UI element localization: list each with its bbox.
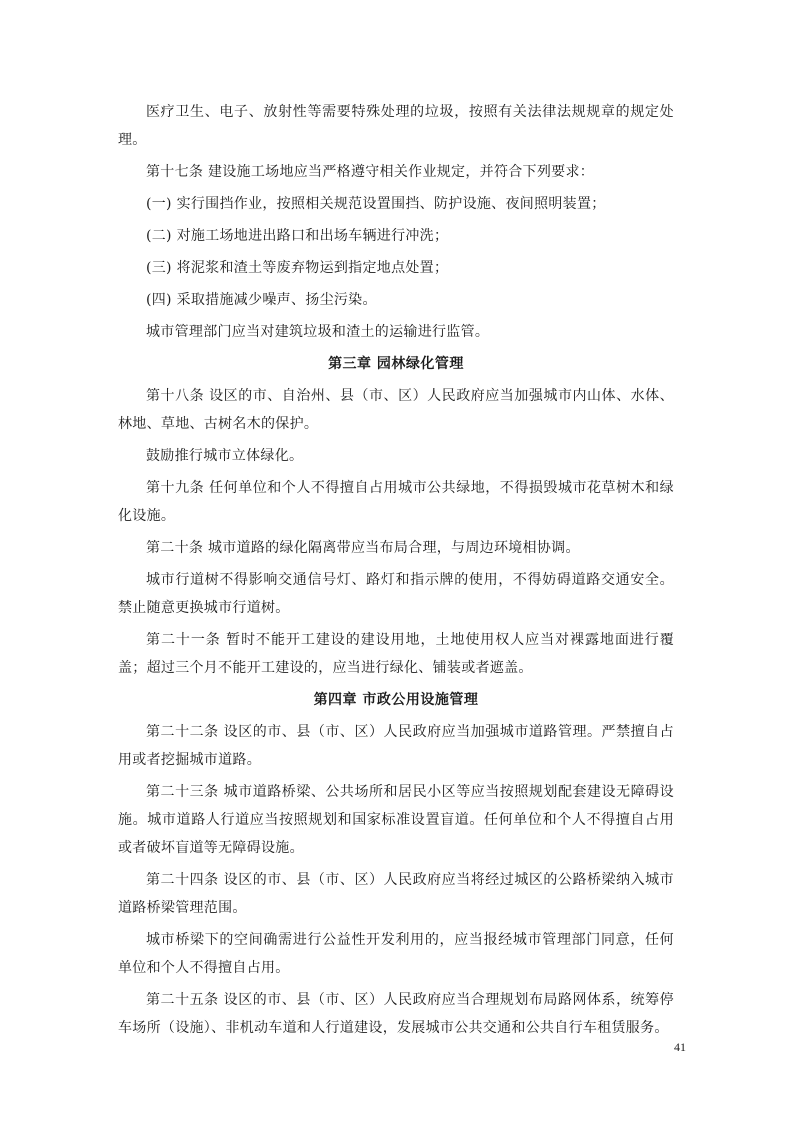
chapter-3-heading: 第三章 园林绿化管理 [328, 356, 464, 372]
paragraph-supervision: 城市管理部门应当对建筑垃圾和渣土的运输进行监管。 [146, 324, 490, 340]
article-17-item-4: (四) 采取措施减少噪声、扬尘污染。 [146, 292, 377, 308]
chapter-4-heading: 第四章 市政公用设施管理 [313, 692, 479, 708]
paragraph-street-trees: 城市行道树不得影响交通信号灯、路灯和指示牌的使用，不得妨碍道路交通安全。禁止随意更换城市行道树。 [118, 572, 674, 616]
article-18: 第十八条 设区的市、自治州、县（市、区）人民政府应当加强城市内山体、水体、林地、草地、古树名木的保护。 [118, 388, 674, 432]
page-number: 41 [674, 1040, 686, 1054]
article-20: 第二十条 城市道路的绿化隔离带应当布局合理，与周边环境相协调。 [146, 540, 580, 556]
article-17-item-2: (二) 对施工场地进出路口和出场车辆进行冲洗； [146, 228, 449, 244]
article-19: 第十九条 任何单位和个人不得擅自占用城市公共绿地，不得损毁城市花草树木和绿化设施。 [118, 480, 674, 524]
article-17: 第十七条 建设施工场地应当严格遵守相关作业规定，并符合下列要求： [146, 164, 595, 180]
article-17-item-3: (三) 将泥浆和渣土等废弃物运到指定地点处置； [146, 260, 449, 276]
paragraph-bridge-space: 城市桥梁下的空间确需进行公益性开发利用的，应当报经城市管理部门同意，任何单位和个人不得擅自占用。 [118, 932, 674, 976]
paragraph-vertical-greening: 鼓励推行城市立体绿化。 [146, 448, 304, 464]
article-25: 第二十五条 设区的市、县（市、区）人民政府应当合理规划布局路网体系，统筹停车场所（设施）、非机动车道和人行道建设，发展城市公共交通和公共自行车租赁服务。 [118, 992, 674, 1036]
page-body [118, 98, 674, 1042]
paragraph-medical-waste: 医疗卫生、电子、放射性等需要特殊处理的垃圾，按照有关法律法规规章的规定处理。 [118, 104, 674, 148]
article-23: 第二十三条 城市道路桥梁、公共场所和居民小区等应当按照规划配套建设无障碍设施。城市道路人行道应当按照规划和国家标准设置盲道。任何单位和个人不得擅自占用或者破坏盲道等无障碍设施。 [118, 784, 674, 856]
article-17-item-1: (一) 实行围挡作业，按照相关规范设置围挡、防护设施、夜间照明装置； [146, 196, 606, 212]
article-22: 第二十二条 设区的市、县（市、区）人民政府应当加强城市道路管理。严禁擅自占用或者挖掘城市道路。 [118, 724, 674, 768]
article-24: 第二十四条 设区的市、县（市、区）人民政府应当将经过城区的公路桥梁纳入城市道路桥梁管理范围。 [118, 872, 674, 916]
article-21: 第二十一条 暂时不能开工建设的建设用地，土地使用权人应当对裸露地面进行覆盖；超过三个月不能开工建设的，应当进行绿化、铺装或者遮盖。 [118, 632, 674, 676]
